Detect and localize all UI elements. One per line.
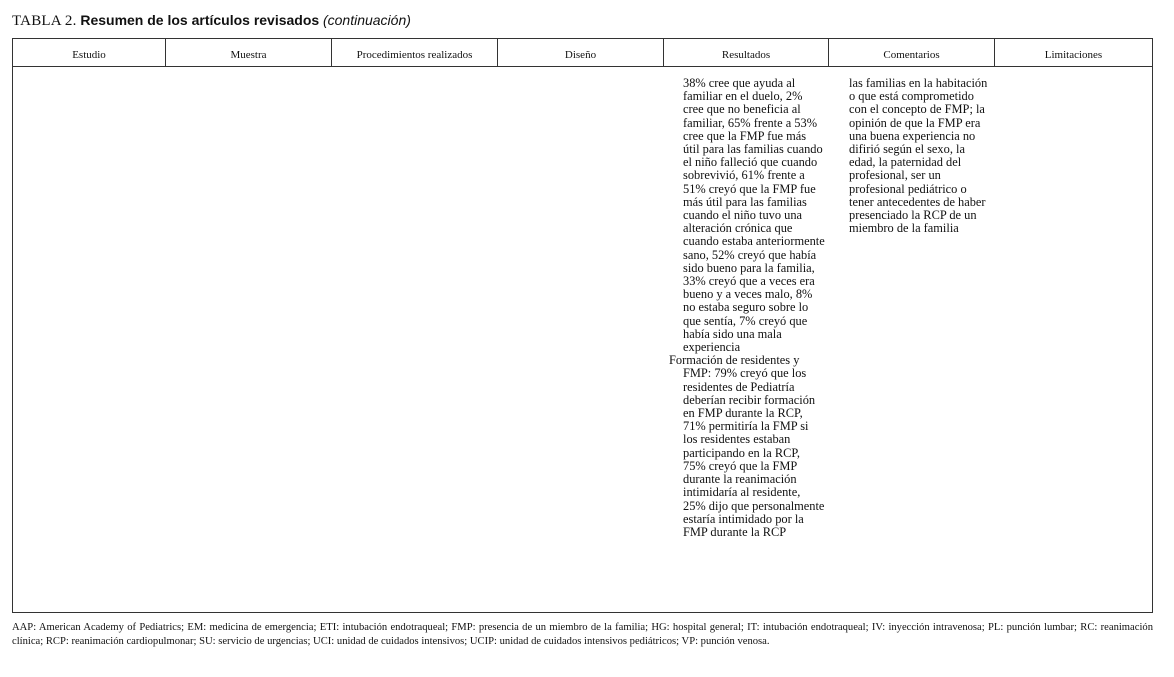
comentarios-cell <box>849 77 989 235</box>
header-limitaciones: Limitaciones <box>994 39 1152 66</box>
resultados-paragraph: 38% cree que ayuda al familiar en el duelo, 2% cree que no beneficia al familiar, 65% frente a 53% cree que la FMP fue más útil para las familias cuando el niño falleció que cuando sobrevivió, 61% frente a 51% creyó que la FMP fue más útil para las familias cuando el niño tuvo una alteración crónica que cuando estaba anteriormente sano, 52% creyó que había sido bueno para la familia, 33% creyó que a veces era bueno y a veces malo, 8% no estaba seguro sobre lo que sentía, 7% creyó que había sido una mala experiencia <box>683 76 825 355</box>
resultados-cell <box>669 77 825 539</box>
header-procedimientos: Procedimientos realizados <box>331 39 497 66</box>
header-muestra: Muestra <box>165 39 331 66</box>
table-number: TABLA 2. <box>12 13 77 29</box>
table-header-row <box>13 39 1152 67</box>
comentarios-paragraph: las familias en la habitación o que está comprometido con el concepto de FMP; la opinión de que la FMP era una buena experiencia no difirió según el sexo, la edad, la paternidad del profesional, ser un profesional pediátrico o tener antecedentes de haber presenciado la RCP de un miembro de la familia <box>849 76 988 236</box>
resultados-paragraph: Formación de residentes y FMP: 79% creyó que los residentes de Pediatría deberían recibir formación en FMP durante la RCP, 71% permitiría la FMP si los residentes estaban participando en la RCP, 75% creyó que la FMP durante la reanimación intimidaría al residente, 25% dijo que personalmente estaría intimidado por la FMP durante la RCP <box>669 353 825 539</box>
table-title-suffix: (continuación) <box>322 12 411 28</box>
table-title-main: Resumen de los artículos revisados <box>80 12 320 28</box>
header-estudio: Estudio <box>72 49 106 61</box>
review-table <box>12 38 1153 613</box>
header-resultados: Resultados <box>663 39 828 66</box>
table-footnote: AAP: American Academy of Pediatrics; EM: medicina de emergencia; ETI: intubación endotraqueal; FMP: presencia de un miembro de la familia; HG: hospital general; IT: intubación endotraqueal; IV: inyección intravenosa; PL: punción lumbar; RC: reanimación clínica; RCP: reanimación cardiopulmonar; SU: servicio de urgencias; UCI: unidad de cuidados intensivos; UCIP: unidad de cuidados intensivos pediátricos; VP: punción venosa. <box>12 622 1153 647</box>
header-diseno: Diseño <box>497 39 663 66</box>
table-title <box>12 12 411 30</box>
header-comentarios: Comentarios <box>828 39 994 66</box>
